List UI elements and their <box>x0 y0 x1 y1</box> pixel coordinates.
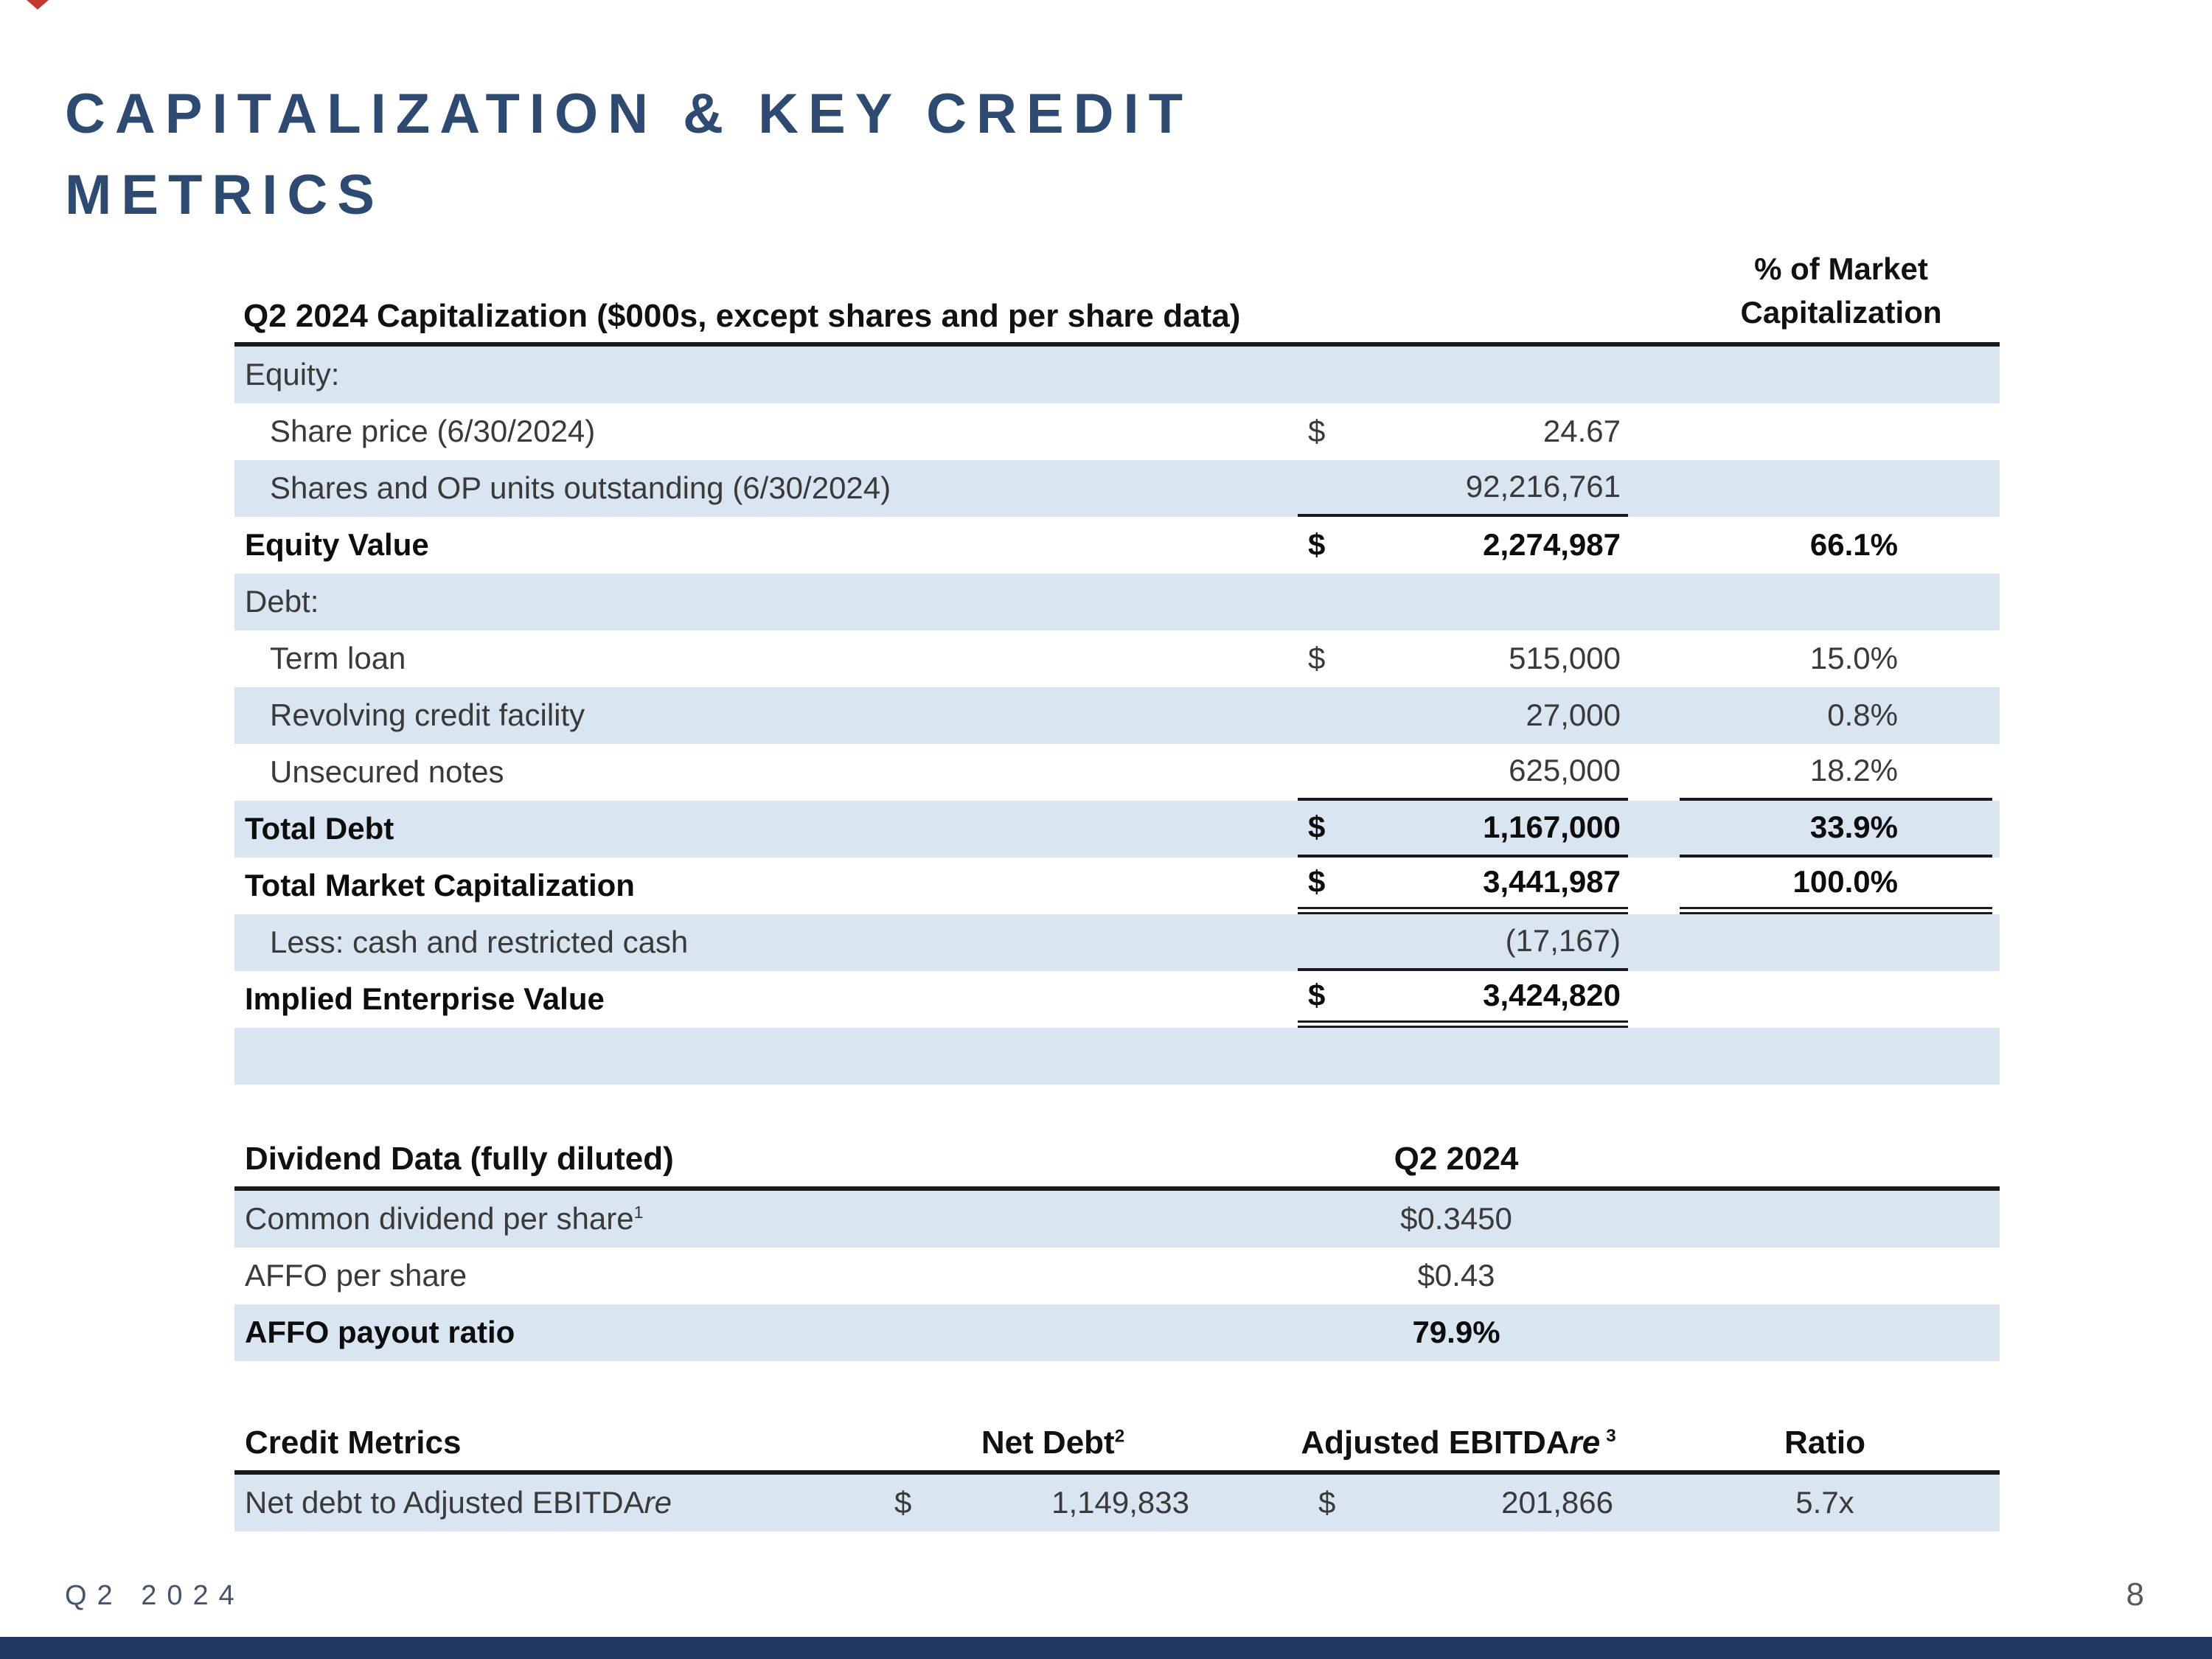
row-values <box>1298 914 1628 971</box>
row-percent <box>1680 347 1992 403</box>
table-row-debt-section <box>234 574 2000 630</box>
table-row-term-loan <box>234 630 2000 687</box>
footer-quarter-label: Q2 2024 <box>65 1580 245 1611</box>
row-label-text: AFFO payout ratio <box>245 1315 515 1350</box>
row-values <box>1298 403 1628 460</box>
row-values <box>1298 574 1628 630</box>
dividend-table-header <box>234 1121 2000 1191</box>
row-label <box>234 1315 1309 1350</box>
table-row-share-price <box>234 403 2000 460</box>
row-label-italic: re <box>644 1485 672 1520</box>
row-values <box>1298 460 1628 517</box>
ebitda-values <box>1267 1485 1650 1520</box>
row-label: Total Market Capitalization <box>245 868 635 903</box>
net-debt-value: 1,149,833 <box>1051 1485 1189 1520</box>
table-row-common-dividend <box>234 1191 2000 1248</box>
cap-table-pct-header <box>1683 248 2000 335</box>
row-label: Revolving credit facility <box>270 698 585 733</box>
table-row-affo-payout <box>234 1304 2000 1361</box>
col-header-italic: re <box>1569 1424 1601 1461</box>
cap-table-header <box>234 248 2000 347</box>
pct-header-line2: Capitalization <box>1740 294 1942 330</box>
table-row-revolving-credit <box>234 687 2000 744</box>
dividend-table-rows <box>234 1191 2000 1361</box>
row-value: $0.3450 <box>1400 1201 1512 1237</box>
section-gap <box>234 1361 2000 1425</box>
footnote-superscript: 2 <box>1114 1425 1125 1446</box>
table-row-shares-outstanding <box>234 460 2000 517</box>
section-gap <box>234 1085 2000 1121</box>
currency-symbol: $ <box>1308 864 1326 900</box>
page-title-line1: CAPITALIZATION & KEY CREDIT <box>65 83 1192 145</box>
row-percent: 18.2% <box>1680 744 1992 801</box>
credit-col-ratio: Ratio <box>1784 1424 1865 1461</box>
row-label: Unsecured notes <box>270 754 504 790</box>
row-value: 1,167,000 <box>1483 810 1621 845</box>
row-values <box>1298 687 1628 744</box>
row-value: 92,216,761 <box>1465 469 1621 504</box>
row-percent: 0.8% <box>1827 698 1898 733</box>
row-label <box>234 1485 883 1520</box>
table-row-equity-value <box>234 517 2000 574</box>
row-value: (17,167) <box>1505 923 1621 959</box>
currency-symbol: $ <box>1318 1485 1336 1520</box>
row-label-text: AFFO per share <box>245 1258 467 1293</box>
page-title-line2: METRICS <box>65 164 384 227</box>
credit-table-title: Credit Metrics <box>245 1424 462 1461</box>
row-label: Term loan <box>270 641 406 676</box>
row-value: 625,000 <box>1509 753 1621 788</box>
row-label-text: Common dividend per share <box>245 1201 634 1237</box>
row-percent: 33.9% <box>1680 801 1992 858</box>
row-value: 515,000 <box>1509 641 1621 676</box>
pct-header-line1: % of Market <box>1754 251 1928 286</box>
credit-table-header <box>234 1425 2000 1475</box>
row-values <box>1298 517 1628 574</box>
cap-table-rows <box>234 347 2000 1085</box>
bottom-accent-bar <box>0 1637 2212 1659</box>
col-header-text: Adjusted EBITDA <box>1301 1424 1570 1461</box>
table-row-total-debt <box>234 801 2000 858</box>
row-percent <box>1680 460 1992 517</box>
cap-table-title: Q2 2024 Capitalization ($000s, except shares and per share data) <box>243 297 1241 334</box>
ebitda-value: 201,866 <box>1501 1485 1613 1520</box>
table-row-implied-ev <box>234 971 2000 1028</box>
credit-col-ebitda <box>1267 1425 1650 1461</box>
row-label-text: Net debt to Adjusted EBITDA <box>245 1485 644 1520</box>
row-percent <box>1680 971 1992 1028</box>
currency-symbol: $ <box>1308 978 1326 1013</box>
row-label: Less: cash and restricted cash <box>270 925 689 960</box>
row-values <box>1298 744 1628 801</box>
row-value: $0.43 <box>1417 1258 1495 1293</box>
table-row-unsecured-notes <box>234 744 2000 801</box>
footnote-superscript: 1 <box>633 1203 644 1222</box>
row-percent <box>1680 574 1992 630</box>
currency-symbol: $ <box>1308 641 1326 676</box>
page-number: 8 <box>2126 1576 2144 1613</box>
dividend-column-header: Q2 2024 <box>1394 1140 1519 1177</box>
dividend-table-title: Dividend Data (fully diluted) <box>245 1140 674 1177</box>
row-value: 79.9% <box>1412 1315 1500 1350</box>
row-value: 2,274,987 <box>1483 527 1621 563</box>
currency-symbol: $ <box>894 1485 912 1520</box>
row-value: 24.67 <box>1543 414 1621 449</box>
page-title <box>65 74 1192 236</box>
logo-mark-icon <box>27 0 49 10</box>
table-row-total-market-cap <box>234 858 2000 914</box>
currency-symbol: $ <box>1308 527 1326 563</box>
table-row-spacer <box>234 1028 2000 1085</box>
row-percent <box>1680 914 1992 971</box>
row-percent: 66.1% <box>1809 527 1898 563</box>
row-label <box>234 1201 1309 1237</box>
slide-content <box>234 248 2000 1531</box>
table-row-less-cash <box>234 914 2000 971</box>
currency-symbol: $ <box>1308 810 1326 845</box>
row-label: Share price (6/30/2024) <box>270 414 596 449</box>
net-debt-values <box>883 1485 1222 1520</box>
table-row-affo-per-share <box>234 1248 2000 1304</box>
row-percent: 100.0% <box>1680 858 1992 914</box>
row-value: 3,441,987 <box>1483 864 1621 900</box>
table-row-net-debt-to-ebitda <box>234 1475 2000 1531</box>
footnote-superscript: 3 <box>1606 1425 1616 1446</box>
row-label: Implied Enterprise Value <box>245 981 605 1017</box>
currency-symbol: $ <box>1308 414 1326 449</box>
row-label: Debt: <box>245 584 319 619</box>
row-value: 3,424,820 <box>1483 978 1621 1013</box>
row-values <box>1298 347 1628 403</box>
row-percent: 15.0% <box>1809 641 1898 676</box>
row-percent <box>1680 403 1992 460</box>
credit-col-net-debt <box>883 1425 1222 1461</box>
row-values <box>1298 630 1628 687</box>
col-header-text: Net Debt <box>981 1424 1115 1461</box>
row-values <box>1298 971 1628 1028</box>
ratio-value: 5.7x <box>1795 1485 1854 1520</box>
row-label: Total Debt <box>245 811 394 846</box>
row-values <box>1298 801 1628 858</box>
row-value: 27,000 <box>1526 698 1621 733</box>
row-label: Equity: <box>245 357 340 392</box>
row-values <box>1298 858 1628 914</box>
table-row-equity-section <box>234 347 2000 403</box>
row-label: Shares and OP units outstanding (6/30/2024) <box>270 470 891 506</box>
row-label: Equity Value <box>245 527 429 563</box>
row-label <box>234 1258 1309 1293</box>
